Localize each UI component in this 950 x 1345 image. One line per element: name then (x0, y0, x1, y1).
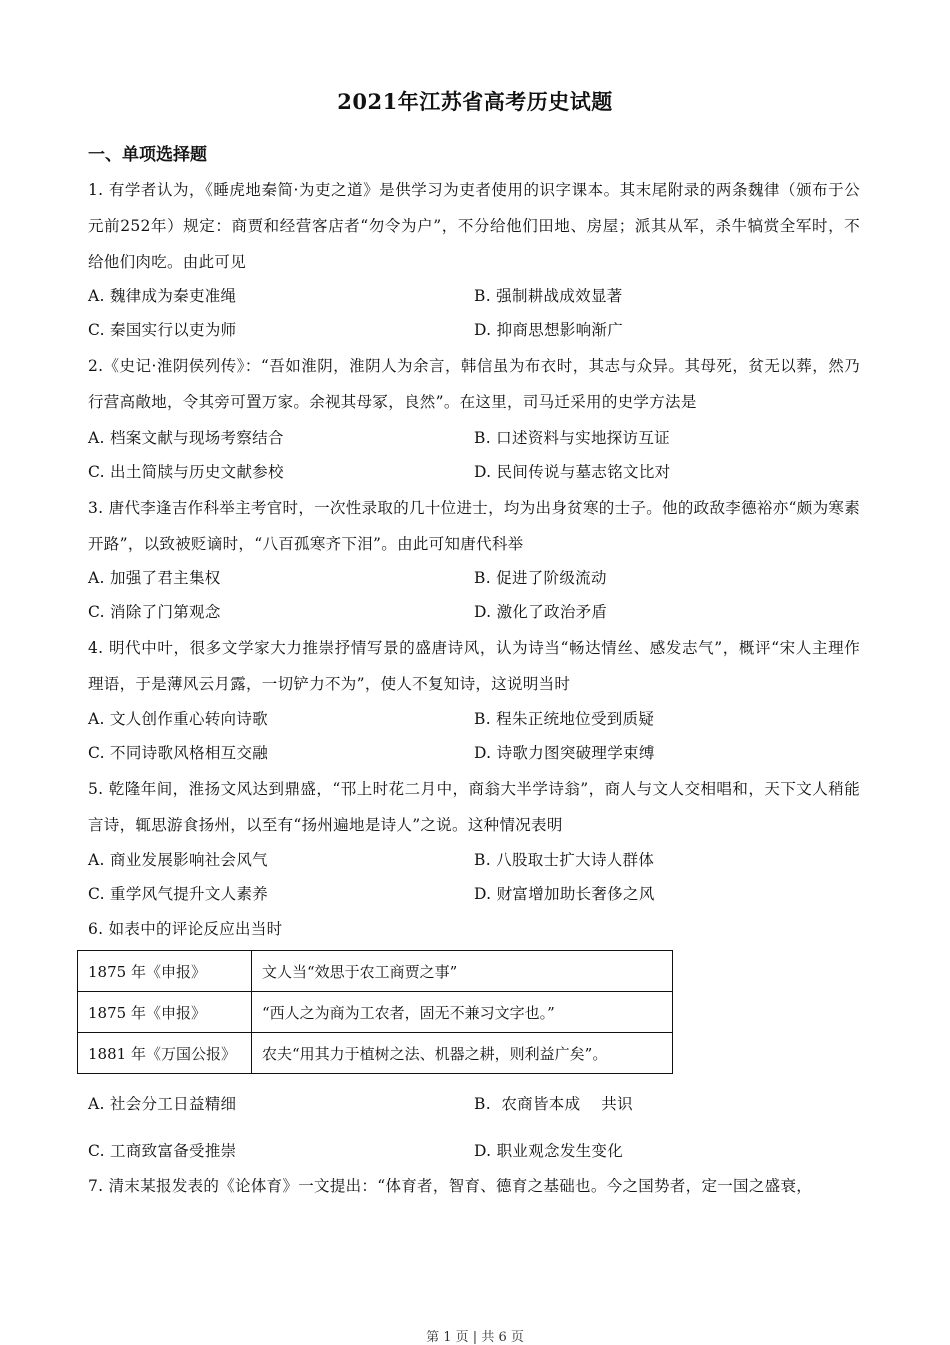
question-2-stem: 2.《史记·淮阴侯列传》：“吾如淮阴，淮阴人为余言，韩信虽为布衣时，其志与众异。其母死，贫无以葬，然乃行营高敞地，令其旁可置万家。余视其母冢，良然”。在这里，司马迁采用的史学方法是 (88, 357, 860, 411)
question-5-option-b: B. 八股取士扩大诗人群体 (474, 851, 655, 869)
question-2-option-c: C. 出土简牍与历史文献参校 (88, 463, 284, 481)
table-cell-quote: 文人当“效思于农工商贾之事” (252, 951, 673, 992)
page-footer: 第 1 页 | 共 6 页 (426, 1330, 524, 1345)
question-1-option-b: B. 强制耕战成效显著 (474, 287, 623, 305)
question-5-stem: 5. 乾隆年间，淮扬文风达到鼎盛，“邗上时花二月中，商翁大半学诗翁”，商人与文人交相唱和，天下文人稍能言诗，辄思游食扬州，以至有“扬州遍地是诗人”之说。这种情况表明 (88, 780, 860, 834)
question-2-option-a: A. 档案文献与现场考察结合 (88, 429, 284, 447)
table-cell-source: 1875 年《申报》 (78, 951, 252, 992)
question-3-option-c: C. 消除了门第观念 (88, 603, 221, 621)
question-6-option-d: D. 职业观念发生变化 (474, 1142, 624, 1160)
question-4-option-a: A. 文人创作重心转向诗歌 (88, 710, 268, 728)
question-1-option-c: C. 秦国实行以吏为师 (88, 321, 237, 339)
question-3-stem: 3. 唐代李逢吉作科举主考官时，一次性录取的几十位进士，均为出身贫寒的士子。他的政敌李德裕亦“颇为寒素开路”，以致被贬谪时，“八百孤寒齐下泪”。由此可知唐代科举 (88, 499, 860, 553)
table-row (78, 951, 673, 992)
question-4-option-b: B. 程朱正统地位受到质疑 (474, 710, 655, 728)
question-5-option-d: D. 财富增加助长奢侈之风 (474, 885, 655, 903)
table-row (78, 992, 673, 1033)
question-4-option-c: C. 不同诗歌风格相互交融 (88, 744, 269, 762)
table-cell-quote: 农夫“用其力于植树之法、机器之耕，则利益广矣”。 (252, 1033, 673, 1074)
table-row (78, 1033, 673, 1074)
section-heading: 一、单项选择题 (88, 145, 207, 165)
question-3-option-d: D. 激化了政治矛盾 (474, 603, 608, 621)
question-3-option-b: B. 促进了阶级流动 (474, 569, 607, 587)
question-6-stem: 6. 如表中的评论反应出当时 (88, 920, 283, 938)
question-1-stem: 1. 有学者认为，《睡虎地秦简·为吏之道》是供学习为吏者使用的识字课本。其末尾附录的两条魏律（颁布于公元前252年）规定：商贾和经营客店者“勿令为户”，不分给他们田地、房屋；派其从军，杀牛犒赏全军时，不给他们肉吃。由此可见 (88, 181, 860, 271)
question-1-option-d: D. 抑商思想影响渐广 (474, 321, 624, 339)
question-7-stem: 7. 清末某报发表的《论体育》一文提出：“体育者，智育、德育之基础也。今之国势者，定一国之盛衰， (88, 1177, 813, 1195)
table-cell-source: 1875 年《申报》 (78, 992, 252, 1033)
page-title: 2021年江苏省高考历史试题 (337, 89, 613, 114)
question-2-option-d: D. 民间传说与墓志铭文比对 (474, 463, 671, 481)
question-6-source-table (77, 950, 673, 1074)
question-5-option-a: A. 商业发展影响社会风气 (88, 851, 268, 869)
question-6-option-c: C. 工商致富备受推崇 (88, 1142, 237, 1160)
question-5-option-c: C. 重学风气提升文人素养 (88, 885, 269, 903)
table-cell-quote: “西人之为商为工农者，固无不兼习文字也。” (252, 992, 673, 1033)
question-3-option-a: A. 加强了君主集权 (88, 569, 221, 587)
question-1-option-a: A. 魏律成为秦吏准绳 (88, 287, 237, 305)
question-6-option-a: A. 社会分工日益精细 (88, 1095, 237, 1113)
question-6-option-b: B. 农商皆本成 共识 (474, 1095, 633, 1113)
question-4-option-d: D. 诗歌力图突破理学束缚 (474, 744, 655, 762)
question-2-option-b: B. 口述资料与实地探访互证 (474, 429, 670, 447)
question-4-stem: 4. 明代中叶，很多文学家大力推崇抒情写景的盛唐诗风，认为诗当“畅达情丝、感发志气”，概评“宋人主理作理语，于是薄风云月露，一切铲力不为”，使人不复知诗，这说明当时 (88, 639, 860, 693)
table-cell-source: 1881 年《万国公报》 (78, 1033, 252, 1074)
